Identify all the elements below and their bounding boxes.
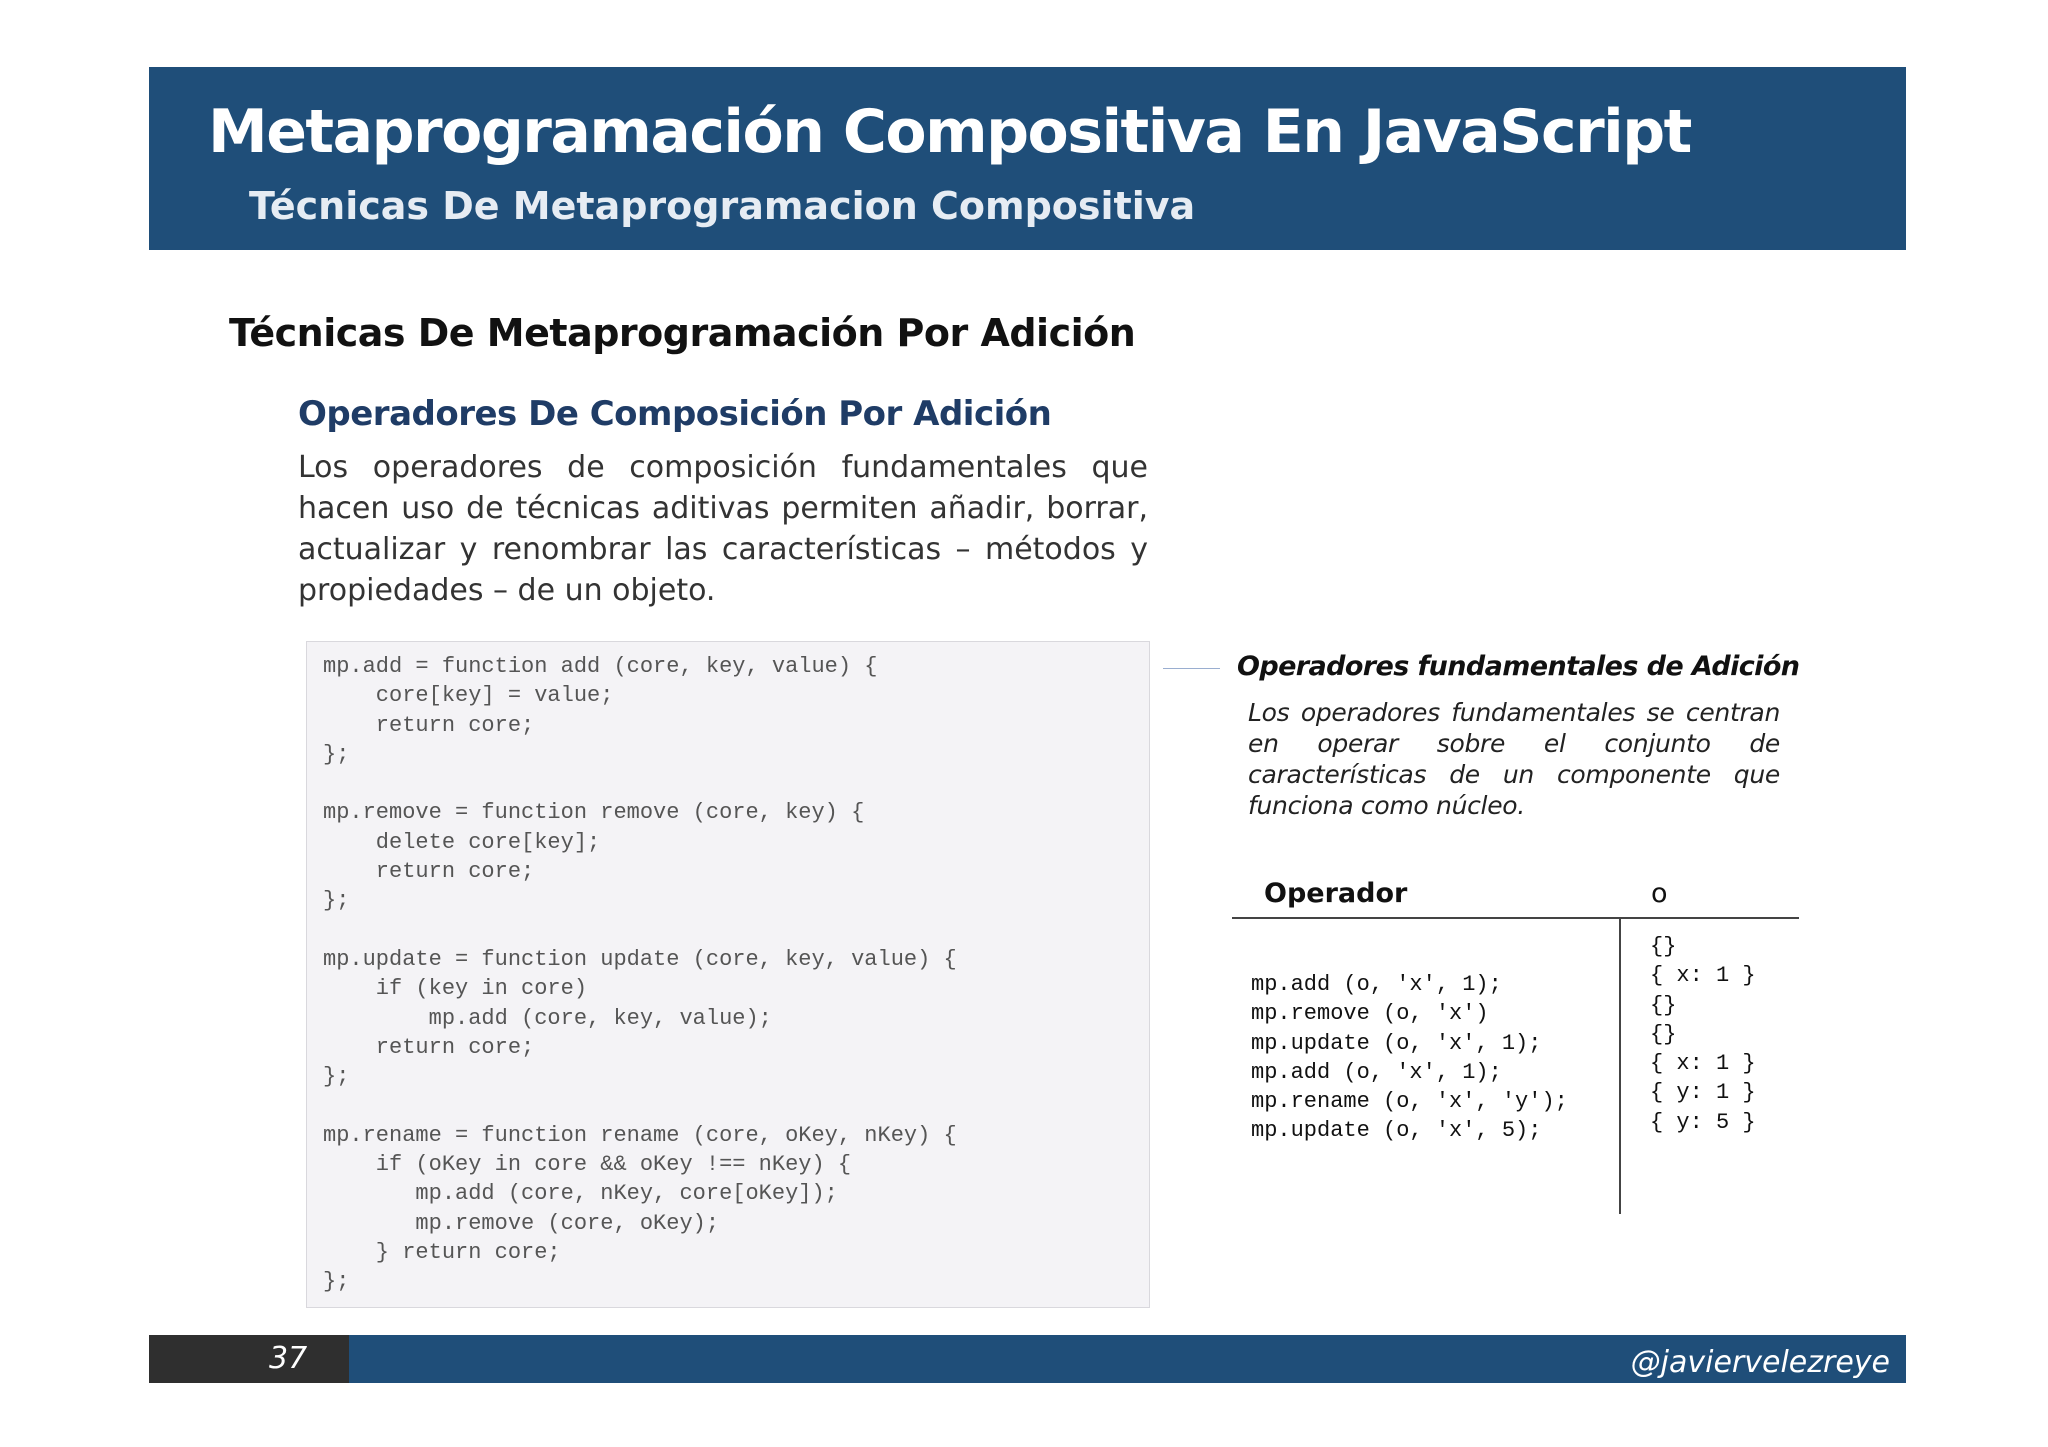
table-header-o: o — [1651, 878, 1668, 909]
code-listing — [306, 641, 1150, 1308]
page-number: 37 — [269, 1341, 308, 1376]
slide-footer — [149, 1335, 1906, 1383]
table-header-rule — [1232, 917, 1799, 919]
note-title: Operadores fundamentales de Adición — [1237, 651, 1800, 682]
sub-heading: Operadores De Composición Por Adición — [298, 394, 1052, 434]
code-block: mp.add = function add (core, key, value) { core[key] = value; return core; }; mp.remove = function remove (core, key) { delete core[key]; return core; }; mp.update = function update (core, key, value) { if (key in core) mp.add (core, key, value); return core; }; mp.rename = function rename (core, oKey, nKey) { if (oKey in core && oKey !== nKey) { mp.add (core, nKey, core[oKey]); mp.remove (core, oKey); } return core; }; — [323, 654, 957, 1295]
callout-connector-line — [1163, 668, 1220, 669]
section-title: Técnicas De Metaprogramación Por Adición — [229, 311, 1136, 355]
table-header-operator: Operador — [1264, 878, 1408, 909]
table-column-rule — [1619, 917, 1621, 1214]
page-number-box — [149, 1335, 349, 1383]
table-results-column: {} { x: 1 } {} {} { x: 1 } { y: 1 } { y: 5 } — [1650, 934, 1756, 1135]
table-operations-column: mp.add (o, 'x', 1); mp.remove (o, 'x') mp.update (o, 'x', 1); mp.add (o, 'x', 1); mp.rename (o, 'x', 'y'); mp.update (o, 'x', 5); — [1251, 972, 1568, 1144]
slide-header — [149, 67, 1906, 250]
author-handle: @javiervelezreye — [1630, 1345, 1890, 1380]
operations-table — [1232, 870, 1799, 1170]
intro-paragraph: Los operadores de composición fundamentales que hacen uso de técnicas aditivas permiten añadir, borrar, actualizar y renombrar las características – métodos y propiedades – de un objeto. — [298, 450, 1148, 608]
slide-subtitle: Técnicas De Metaprogramacion Compositiva — [249, 184, 1196, 228]
note-text: Los operadores fundamentales se centran en operar sobre el conjunto de características de un componente que funciona como núcleo. — [1248, 698, 1780, 820]
slide-title: Metaprogramación Compositiva En JavaScript — [208, 97, 1691, 167]
